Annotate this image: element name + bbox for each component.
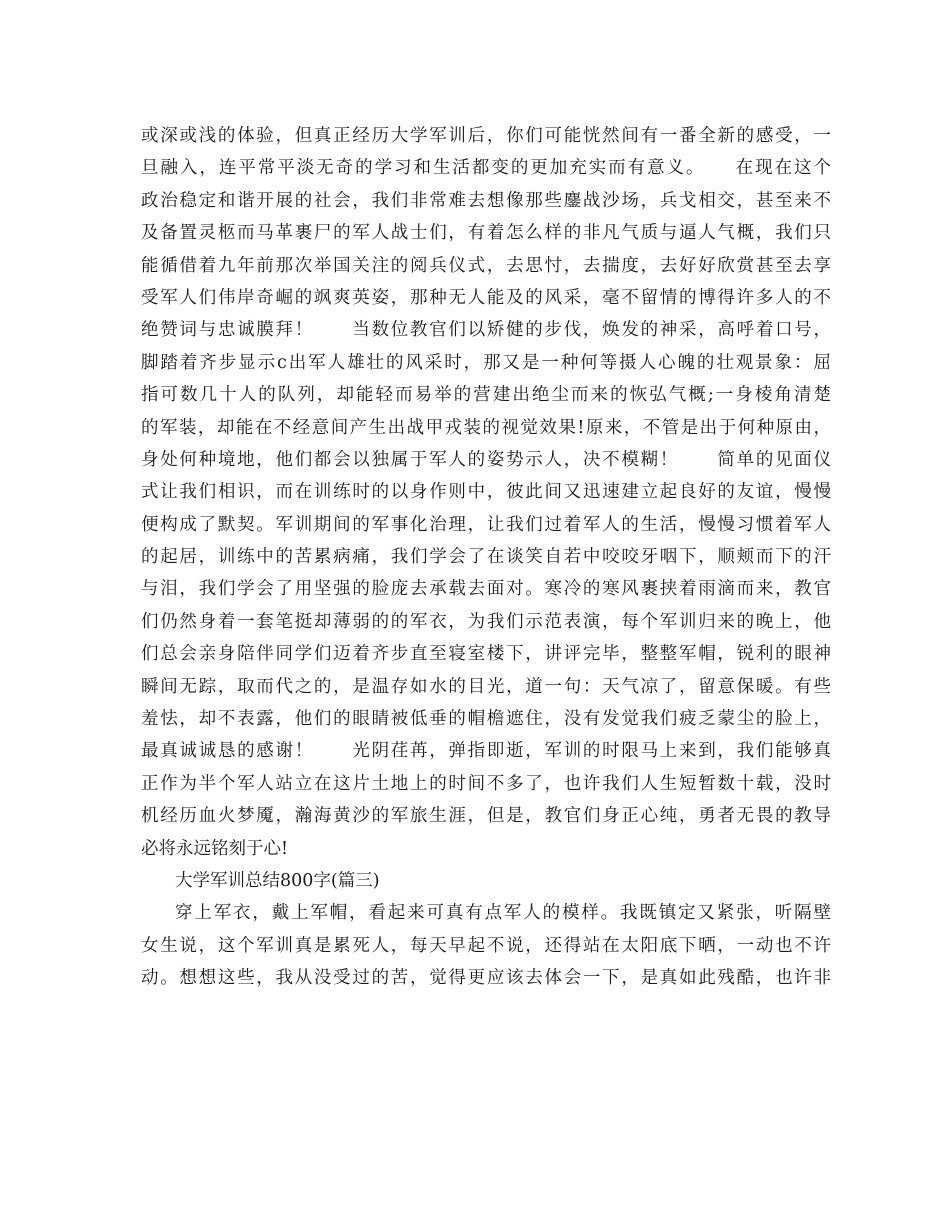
body-line-14: 的起居，训练中的苦累病痛，我们学会了在谈笑自若中咬咬牙咽下，顺颊而下的汗 [141, 547, 831, 568]
body-line-20: 最真诚诚恳的感谢！ 光阴荏苒，弹指即逝，军训的时限马上来到，我们能够真 [141, 741, 831, 762]
body-line-12: 式让我们相识，而在训练时的以身作则中，彼此间又迅速建立起良好的友谊，慢慢 [141, 482, 831, 503]
document-body [141, 120, 831, 995]
body-line-15: 与泪，我们学会了用坚强的脸庞去承载去面对。寒冷的寒风裹挟着雨滴而来，教官 [141, 579, 831, 600]
paragraph2-line-2: 女生说，这个军训真是累死人，每天早起不说，还得站在太阳底下晒，一动也不许 [141, 935, 831, 956]
body-line-9: 指可数几十人的队列，却能轻而易举的营建出绝尘而来的恢弘气概;一身棱角清楚 [141, 385, 831, 406]
body-line-10: 的军装，却能在不经意间产生出战甲戎装的视觉效果!原来，不管是出于何种原由， [141, 417, 831, 438]
body-line-2: 旦融入，连平常平淡无奇的学习和生活都变的更加充实而有意义。 在现在这个 [141, 158, 831, 179]
body-line-8: 脚踏着齐步显示c出军人雄壮的风采时，那又是一种何等摄人心魄的壮观景象：屈 [141, 352, 831, 373]
paragraph2-line-3: 动。想想这些，我从没受过的苦，觉得更应该去体会一下，是真如此残酷，也许非 [141, 968, 831, 989]
body-line-3: 政治稳定和谐开展的社会，我们非常难去想像那些鏖战沙场，兵戈相交，甚至来不 [141, 190, 831, 211]
body-line-13: 便构成了默契。军训期间的军事化治理，让我们过着军人的生活，慢慢习惯着军人 [141, 514, 831, 535]
body-line-18: 瞬间无踪，取而代之的，是温存如水的目光，道一句：天气凉了，留意保暖。有些 [141, 676, 831, 697]
body-line-5: 能循借着九年前那次举国关注的阅兵仪式，去思忖，去揣度，去好好欣赏甚至去享 [141, 255, 831, 276]
body-line-11: 身处何种境地，他们都会以独属于军人的姿势示人，决不模糊！ 简单的见面仪 [141, 449, 831, 470]
body-line-19: 羞怯，却不表露，他们的眼睛被低垂的帽檐遮住，没有发觉我们疲乏蒙尘的脸上， [141, 709, 831, 730]
body-line-4: 及备置灵柩而马革裹尸的军人战士们，有着怎么样的非凡气质与逼人气概，我们只 [141, 223, 831, 244]
section-heading: 大学军训总结800字(篇三) [175, 870, 380, 891]
paragraph2-line-1: 穿上军衣，戴上军帽，看起来可真有点军人的模样。我既镇定又紧张，听隔壁 [175, 903, 831, 924]
body-line-7: 绝赞词与忠诚膜拜！ 当数位教官们以矫健的步伐，焕发的神采，高呼着口号， [141, 320, 831, 341]
body-line-1: 或深或浅的体验，但真正经历大学军训后，你们可能恍然间有一番全新的感受，一 [141, 126, 831, 146]
body-line-16: 们仍然身着一套笔挺却薄弱的的军衣，为我们示范表演，每个军训归来的晚上，他 [141, 611, 831, 632]
body-line-17: 们总会亲身陪伴同学们迈着齐步直至寝室楼下，讲评完毕，整整军帽，锐利的眼神 [141, 644, 831, 665]
body-line-21: 正作为半个军人站立在这片土地上的时间不多了，也许我们人生短暂数十载，没时 [141, 773, 831, 794]
body-line-23: 必将永远铭刻于心! [141, 838, 289, 859]
body-line-22: 机经历血火梦魇，瀚海黄沙的军旅生涯，但是，教官们身正心纯，勇者无畏的教导 [141, 806, 831, 827]
body-line-6: 受军人们伟岸奇崛的飒爽英姿，那种无人能及的风采，毫不留情的博得许多人的不 [141, 287, 831, 308]
